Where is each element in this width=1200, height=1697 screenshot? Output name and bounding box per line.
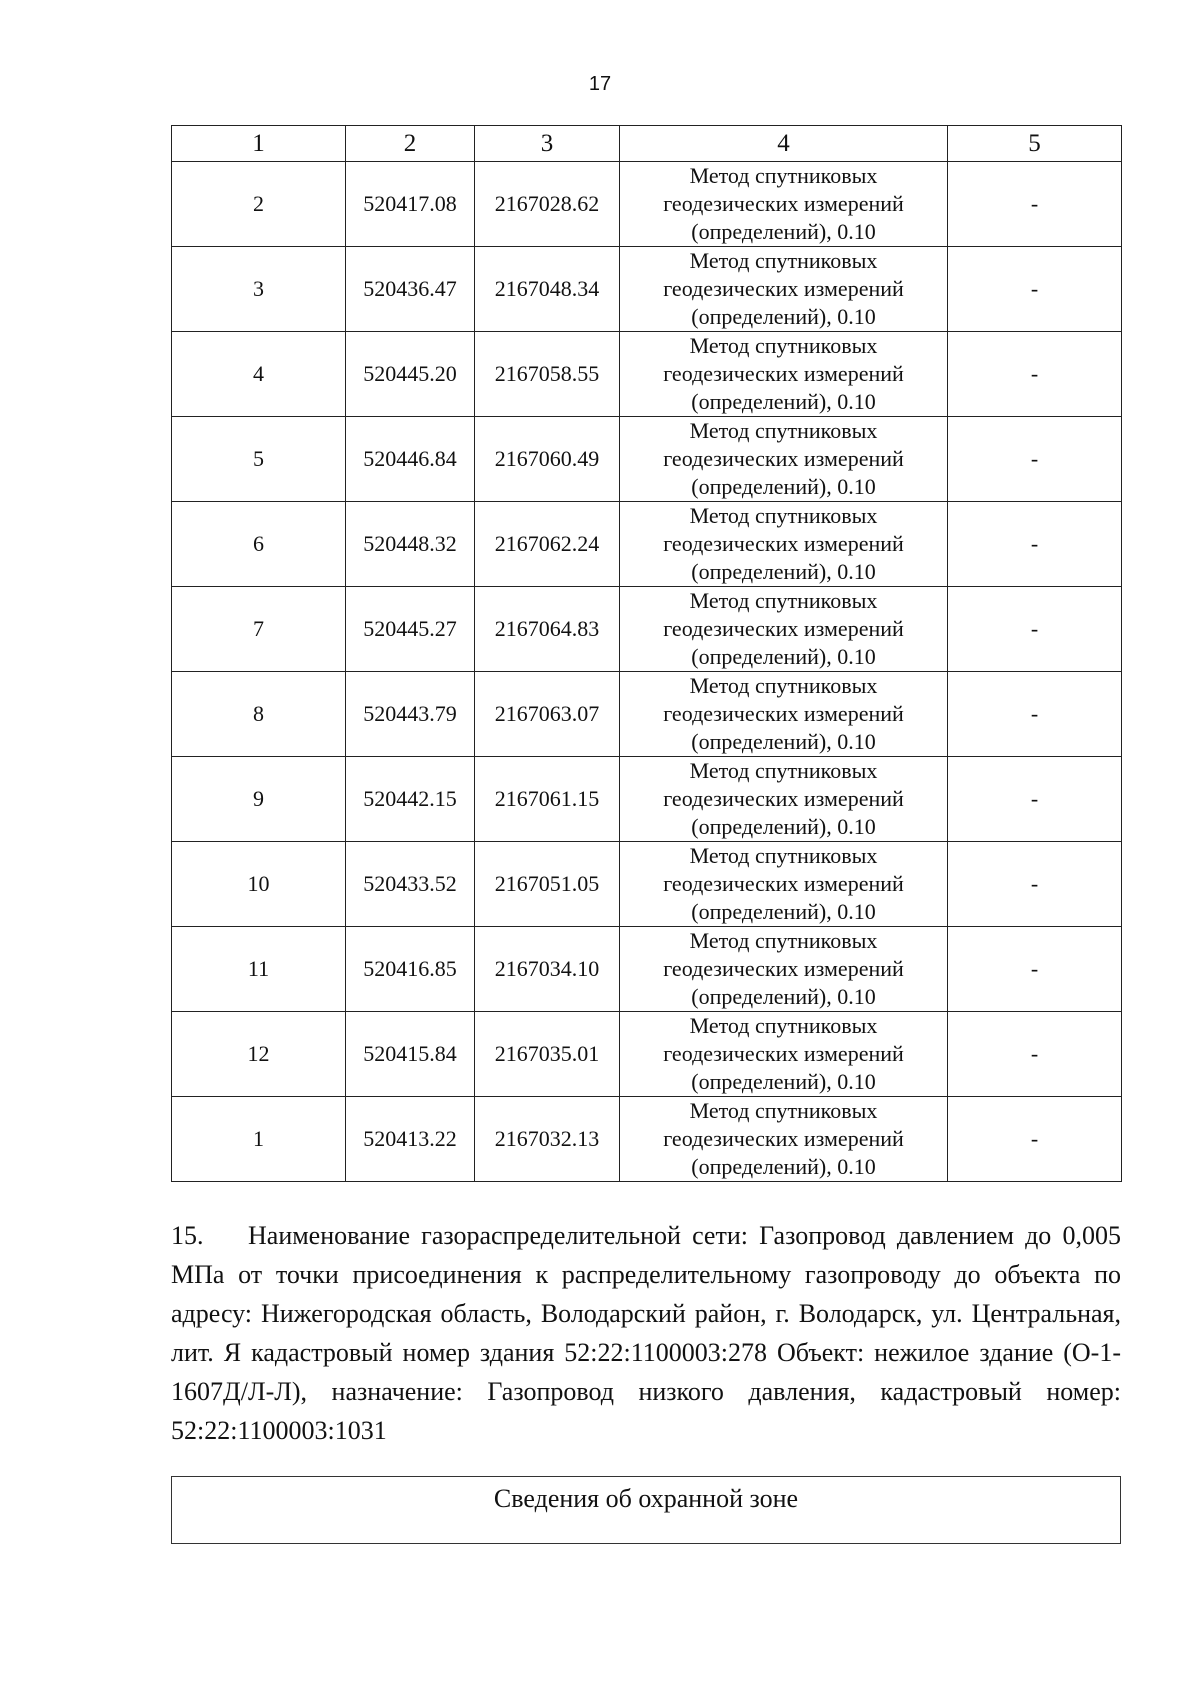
header-cell: 2 <box>346 126 475 162</box>
method-line: Метод спутниковых <box>689 928 878 953</box>
method-line: (определений), 0.10 <box>691 644 876 669</box>
table-row <box>172 927 1122 1012</box>
point-number-cell: 12 <box>172 1012 346 1097</box>
table-row <box>172 757 1122 842</box>
y-coordinate-cell: 2167060.49 <box>475 417 620 502</box>
y-coordinate-cell: 2167051.05 <box>475 842 620 927</box>
header-cell: 1 <box>172 126 346 162</box>
table-row <box>172 587 1122 672</box>
coordinates-table <box>171 125 1122 1182</box>
table-header-row <box>172 126 1122 162</box>
page-number: 17 <box>588 73 612 95</box>
section-paragraph <box>171 1216 1121 1450</box>
note-cell: - <box>948 757 1122 842</box>
table-row <box>172 417 1122 502</box>
point-number-cell: 3 <box>172 247 346 332</box>
y-coordinate-cell: 2167061.15 <box>475 757 620 842</box>
note-cell: - <box>948 502 1122 587</box>
x-coordinate-cell: 520415.84 <box>346 1012 475 1097</box>
note-cell: - <box>948 332 1122 417</box>
method-line: (определений), 0.10 <box>691 1154 876 1179</box>
method-line: (определений), 0.10 <box>691 474 876 499</box>
table-row <box>172 842 1122 927</box>
method-line: (определений), 0.10 <box>691 559 876 584</box>
method-line: Метод спутниковых <box>689 673 878 698</box>
point-number-cell: 11 <box>172 927 346 1012</box>
note-cell: - <box>948 672 1122 757</box>
point-number-cell: 7 <box>172 587 346 672</box>
table-row <box>172 1097 1122 1182</box>
table-row <box>172 332 1122 417</box>
x-coordinate-cell: 520413.22 <box>346 1097 475 1182</box>
note-cell: - <box>948 247 1122 332</box>
method-line: геодезических измерений <box>663 1041 904 1066</box>
x-coordinate-cell: 520448.32 <box>346 502 475 587</box>
method-line: Метод спутниковых <box>689 503 878 528</box>
method-line: Метод спутниковых <box>689 418 878 443</box>
method-line: геодезических измерений <box>663 956 904 981</box>
method-line: Метод спутниковых <box>689 758 878 783</box>
x-coordinate-cell: 520445.20 <box>346 332 475 417</box>
x-coordinate-cell: 520416.85 <box>346 927 475 1012</box>
method-line: (определений), 0.10 <box>691 814 876 839</box>
method-cell <box>620 842 948 927</box>
x-coordinate-cell: 520445.27 <box>346 587 475 672</box>
method-cell <box>620 757 948 842</box>
header-cell: 4 <box>620 126 948 162</box>
method-line: Метод спутниковых <box>689 1013 878 1038</box>
method-line: (определений), 0.10 <box>691 899 876 924</box>
point-number-cell: 8 <box>172 672 346 757</box>
table-row <box>172 247 1122 332</box>
x-coordinate-cell: 520433.52 <box>346 842 475 927</box>
method-line: (определений), 0.10 <box>691 984 876 1009</box>
point-number-cell: 2 <box>172 162 346 247</box>
method-line: (определений), 0.10 <box>691 729 876 754</box>
method-cell <box>620 162 948 247</box>
method-line: (определений), 0.10 <box>691 304 876 329</box>
y-coordinate-cell: 2167048.34 <box>475 247 620 332</box>
x-coordinate-cell: 520446.84 <box>346 417 475 502</box>
protected-zone-title: Сведения об охранной зоне <box>493 1484 799 1513</box>
method-line: Метод спутниковых <box>689 1098 878 1123</box>
note-cell: - <box>948 587 1122 672</box>
table-row <box>172 672 1122 757</box>
method-line: геодезических измерений <box>663 276 904 301</box>
note-cell: - <box>948 162 1122 247</box>
header-cell: 5 <box>948 126 1122 162</box>
method-line: геодезических измерений <box>663 871 904 896</box>
method-line: (определений), 0.10 <box>691 1069 876 1094</box>
coordinates-table-body <box>172 126 1122 1182</box>
y-coordinate-cell: 2167035.01 <box>475 1012 620 1097</box>
protected-zone-box <box>171 1476 1121 1544</box>
method-cell <box>620 502 948 587</box>
method-cell <box>620 587 948 672</box>
point-number-cell: 9 <box>172 757 346 842</box>
method-line: геодезических измерений <box>663 361 904 386</box>
header-cell: 3 <box>475 126 620 162</box>
point-number-cell: 10 <box>172 842 346 927</box>
method-cell <box>620 927 948 1012</box>
method-line: (определений), 0.10 <box>691 219 876 244</box>
y-coordinate-cell: 2167063.07 <box>475 672 620 757</box>
method-line: геодезических измерений <box>663 191 904 216</box>
method-cell <box>620 332 948 417</box>
y-coordinate-cell: 2167028.62 <box>475 162 620 247</box>
method-line: Метод спутниковых <box>689 333 878 358</box>
method-line: Метод спутниковых <box>689 588 878 613</box>
method-line: геодезических измерений <box>663 616 904 641</box>
method-line: Метод спутниковых <box>689 163 878 188</box>
note-cell: - <box>948 1097 1122 1182</box>
method-cell <box>620 1097 948 1182</box>
table-row <box>172 1012 1122 1097</box>
y-coordinate-cell: 2167034.10 <box>475 927 620 1012</box>
method-line: Метод спутниковых <box>689 248 878 273</box>
table-row <box>172 502 1122 587</box>
note-cell: - <box>948 927 1122 1012</box>
x-coordinate-cell: 520442.15 <box>346 757 475 842</box>
method-line: геодезических измерений <box>663 786 904 811</box>
point-number-cell: 6 <box>172 502 346 587</box>
x-coordinate-cell: 520436.47 <box>346 247 475 332</box>
table-row <box>172 162 1122 247</box>
note-cell: - <box>948 1012 1122 1097</box>
point-number-cell: 5 <box>172 417 346 502</box>
x-coordinate-cell: 520417.08 <box>346 162 475 247</box>
note-cell: - <box>948 417 1122 502</box>
method-line: геодезических измерений <box>663 531 904 556</box>
method-line: геодезических измерений <box>663 446 904 471</box>
y-coordinate-cell: 2167064.83 <box>475 587 620 672</box>
method-line: Метод спутниковых <box>689 843 878 868</box>
point-number-cell: 1 <box>172 1097 346 1182</box>
section-number: 15. <box>171 1221 204 1250</box>
point-number-cell: 4 <box>172 332 346 417</box>
method-cell <box>620 417 948 502</box>
note-cell: - <box>948 842 1122 927</box>
method-line: геодезических измерений <box>663 1126 904 1151</box>
y-coordinate-cell: 2167032.13 <box>475 1097 620 1182</box>
method-cell <box>620 247 948 332</box>
section-text: Наименование газораспределительной сети: Газопровод давлением до 0,005 МПа от точки присоединения к распределительному газопроводу до объекта по адресу: Нижегородская область, Володарский район, г. Володарск, ул. Центральная, лит. Я кадастровый номер здания 52:22:1100003:278 Объект: нежилое здание (О-1-1607Д/Л-Л), назначение: Газопровод низкого давления, кадастровый номер: 52:22:1100003:1031 <box>171 1221 1121 1445</box>
y-coordinate-cell: 2167058.55 <box>475 332 620 417</box>
y-coordinate-cell: 2167062.24 <box>475 502 620 587</box>
method-line: геодезических измерений <box>663 701 904 726</box>
method-line: (определений), 0.10 <box>691 389 876 414</box>
method-cell <box>620 1012 948 1097</box>
method-cell <box>620 672 948 757</box>
x-coordinate-cell: 520443.79 <box>346 672 475 757</box>
